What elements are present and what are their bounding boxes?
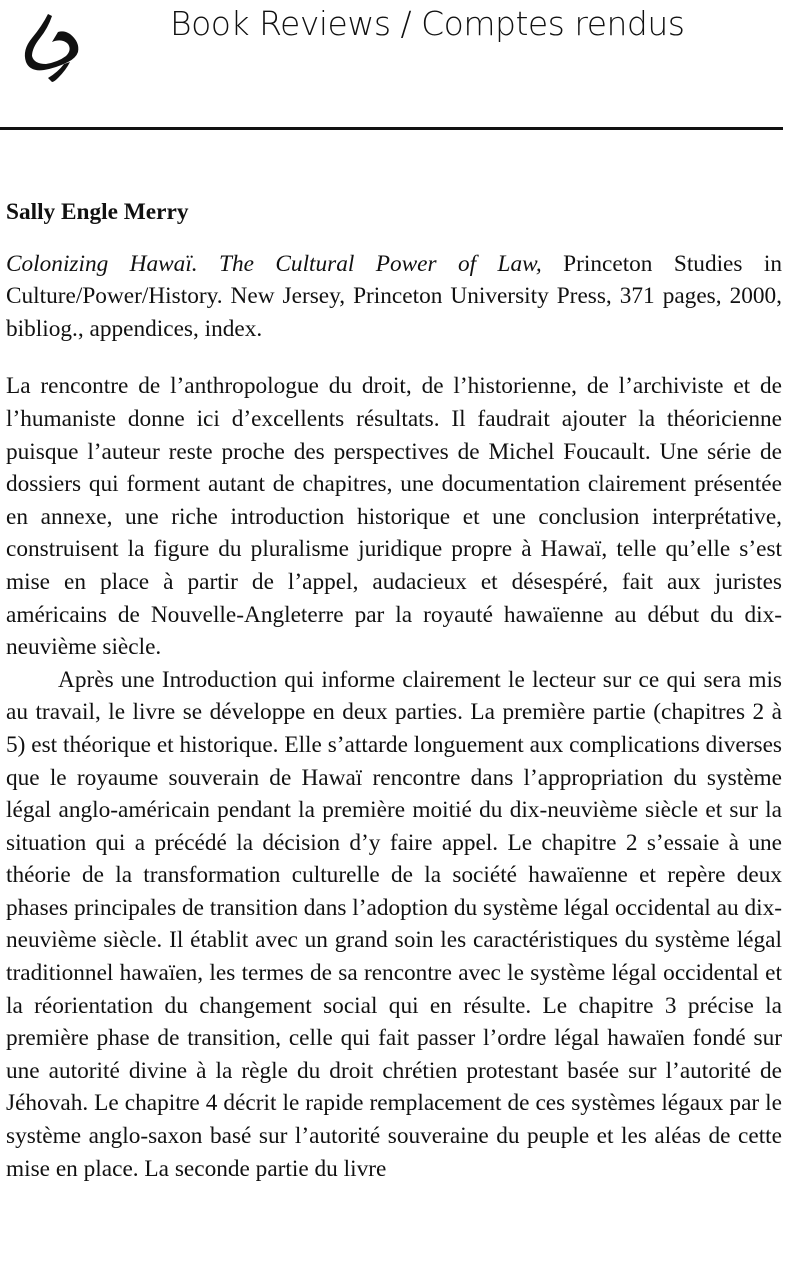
review-author: Sally Engle Merry bbox=[6, 199, 189, 225]
book-citation bbox=[6, 248, 782, 346]
review-paragraph-1: La rencontre de l’anthropologue du droit, de l’historienne, de l’archiviste et de l’humaniste donne ici d’excellents résultats. Il faudrait ajouter la théoricienne puisque l’auteur reste proche des perspectives de Michel Foucault. Une série de dossiers qui forment autant de chapitres, une documentation clairement présentée en annexe, une riche introduction historique et une conclusion interprétative, construisent la figure du pluralisme juridique propre à Hawaï, telle qu’elle s’est mise en place à partir de l’appel, audacieux et désespéré, fait aux juristes américains de Nouvelle-Angleterre par la royauté hawaïenne au début du dix-neuvième siècle. bbox=[6, 373, 782, 661]
review-paragraph-2: Après une Introduction qui informe clairement le lecteur sur ce qui sera mis au travail, le livre se développe en deux parties. La première partie (chapitres 2 à 5) est théorique et historique. Elle s’attarde longuement aux complications diverses que le royaume souverain de Hawaï rencontre dans l’appropriation du système légal anglo-américain pendant la première moitié du dix-neuvième siècle et sur la situation qui a précédé la décision d’y faire appel. Le chapitre 2 s’essaie à une théorie de la transformation culturelle de la société hawaïenne et repère deux phases principales de transition dans l’adoption du système légal occidental au dix-neuvième siècle. Il établit avec un grand soin les caractéristiques du système légal traditionnel hawaïen, les termes de sa rencontre avec le système légal occidental et la réorientation du changement social qui en résulte. Le chapitre 3 précise la première phase de transition, celle qui fait passer l’ordre légal hawaïen fondé sur une autorité divine à la règle du droit chrétien protestant basée sur l’autorité de Jéhovah. Le chapitre 4 décrit le rapide remplacement de ces systèmes légaux par le système anglo-saxon basé sur l’autorité souveraine du peuple et les aléas de cette mise en place. La seconde partie du livre bbox=[6, 666, 782, 1182]
book-title: Colonizing Hawaï. The Cultural Power of Law, bbox=[6, 250, 542, 277]
review-body bbox=[6, 196, 782, 1185]
journal-section-title: Book Reviews / Comptes rendus bbox=[170, 4, 685, 43]
book-details: Princeton Studies in Culture/Power/History. New Jersey, Princeton University Press, 371 pages, 2000, bibliog., appendices, index. bbox=[6, 250, 782, 342]
page-header bbox=[0, 0, 800, 130]
stylized-s-logo-icon bbox=[18, 12, 88, 84]
header-divider bbox=[0, 127, 783, 130]
